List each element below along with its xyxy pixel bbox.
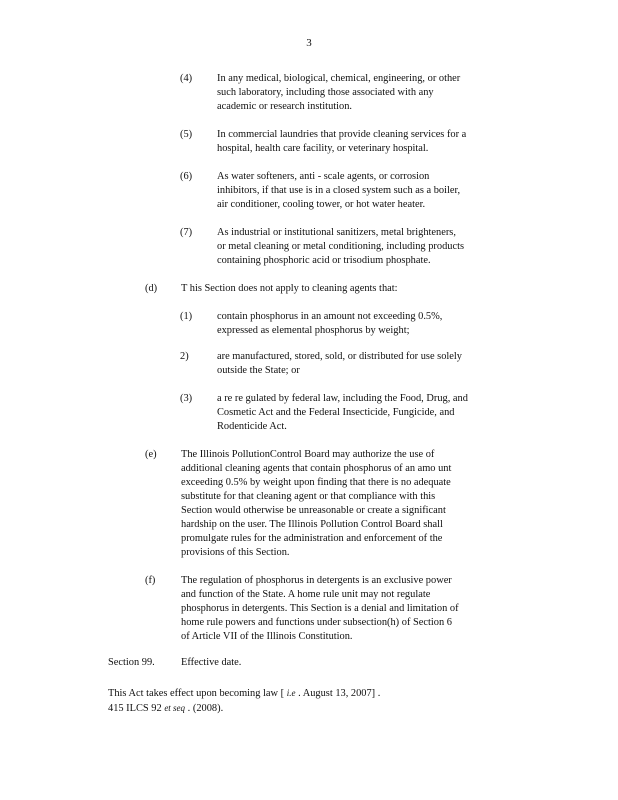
text-line: expressed as elemental phosphorus by weight;: [217, 325, 410, 336]
subsection-label: (f): [145, 575, 156, 586]
subsection-label: (e): [145, 449, 157, 460]
text-line: are manufactured, stored, sold, or distributed for use solely: [217, 351, 462, 362]
citation-line: [108, 701, 380, 716]
item-text: [217, 128, 466, 156]
item-label: (6): [180, 171, 193, 182]
text-line: In any medical, biological, chemical, engineering, or other: [217, 73, 461, 84]
section-title: Effective date.: [181, 657, 242, 668]
text-line: or metal cleaning or metal conditioning, including products: [217, 241, 465, 252]
effective-date-note: [108, 686, 380, 716]
item-text: [217, 392, 468, 434]
subsection-text: [181, 574, 459, 644]
text-line: As water softeners, anti - scale agents, or corrosion: [217, 171, 430, 182]
page-number: 3: [306, 37, 312, 49]
italic-text: et seq: [164, 703, 186, 713]
text-line: such laboratory, including those associated with any: [217, 87, 434, 98]
item-label: (4): [180, 73, 193, 84]
item-label: (1): [180, 311, 193, 322]
subsection-label: (d): [145, 283, 158, 294]
text-line: exceeding 0.5% by weight upon finding that there is no adequate: [181, 477, 451, 488]
text-line: additional cleaning agents that contain phosphorus of an amo unt: [181, 463, 452, 474]
item-label: 2): [180, 351, 189, 362]
italic-text: i.e: [286, 688, 296, 698]
text-line: inhibitors, if that use is in a closed system such as a boiler,: [217, 185, 461, 196]
text-line: The regulation of phosphorus in detergents is an exclusive power: [181, 575, 452, 586]
text-line: contain phosphorus in an amount not exceeding 0.5%,: [217, 311, 443, 322]
text-line: Section would otherwise be unreasonable or create a significant: [181, 505, 446, 516]
text-run: 415 ILCS 92: [108, 703, 162, 714]
text-line: Rodenticide Act.: [217, 421, 287, 432]
text-line: academic or research institution.: [217, 101, 353, 112]
item-text: [217, 170, 460, 212]
text-line: outside the State; or: [217, 365, 300, 376]
text-line: [108, 686, 380, 701]
item-text: [217, 72, 460, 114]
subsection-text: T his Section does not apply to cleaning agents that:: [181, 283, 398, 294]
item-label: (7): [180, 227, 193, 238]
text-line: As industrial or institutional sanitizers, metal brighteners,: [217, 227, 456, 238]
text-line: hardship on the user. The Illinois Pollution Control Board shall: [181, 519, 443, 530]
section-heading: [108, 656, 242, 670]
item-text: [217, 226, 464, 268]
text-line: hospital, health care facility, or veterinary hospital.: [217, 143, 429, 154]
text-line: a re re gulated by federal law, including the Food, Drug, and: [217, 393, 468, 404]
item-text: [217, 310, 442, 338]
text-line: In commercial laundries that provide cleaning services for a: [217, 129, 467, 140]
item-text: [217, 350, 462, 378]
text-line: phosphorus in detergents. This Section is a denial and limitation of: [181, 603, 459, 614]
text-line: The Illinois PollutionControl Board may authorize the use of: [181, 449, 435, 460]
text-line: promulgate rules for the administration and enforcement of the: [181, 533, 443, 544]
subsection-text: [181, 448, 451, 560]
text-line: provisions of this Section.: [181, 547, 290, 558]
text-line: Cosmetic Act and the Federal Insecticide, Fungicide, and: [217, 407, 455, 418]
text-run: This Act takes effect upon becoming law [: [108, 688, 285, 699]
text-line: home rule powers and functions under subsection(h) of Section 6: [181, 617, 452, 628]
text-line: containing phosphoric acid or trisodium phosphate.: [217, 255, 431, 266]
text-run: . (2008).: [187, 703, 224, 714]
text-line: of Article VII of the Illinois Constitution.: [181, 631, 353, 642]
text-run: . August 13, 2007] .: [298, 688, 381, 699]
section-number: Section 99.: [108, 657, 155, 668]
item-label: (5): [180, 129, 193, 140]
text-line: air conditioner, cooling tower, or hot water heater.: [217, 199, 426, 210]
item-label: (3): [180, 393, 193, 404]
text-line: and function of the State. A home rule unit may not regulate: [181, 589, 431, 600]
text-line: substitute for that cleaning agent or that compliance with this: [181, 491, 436, 502]
